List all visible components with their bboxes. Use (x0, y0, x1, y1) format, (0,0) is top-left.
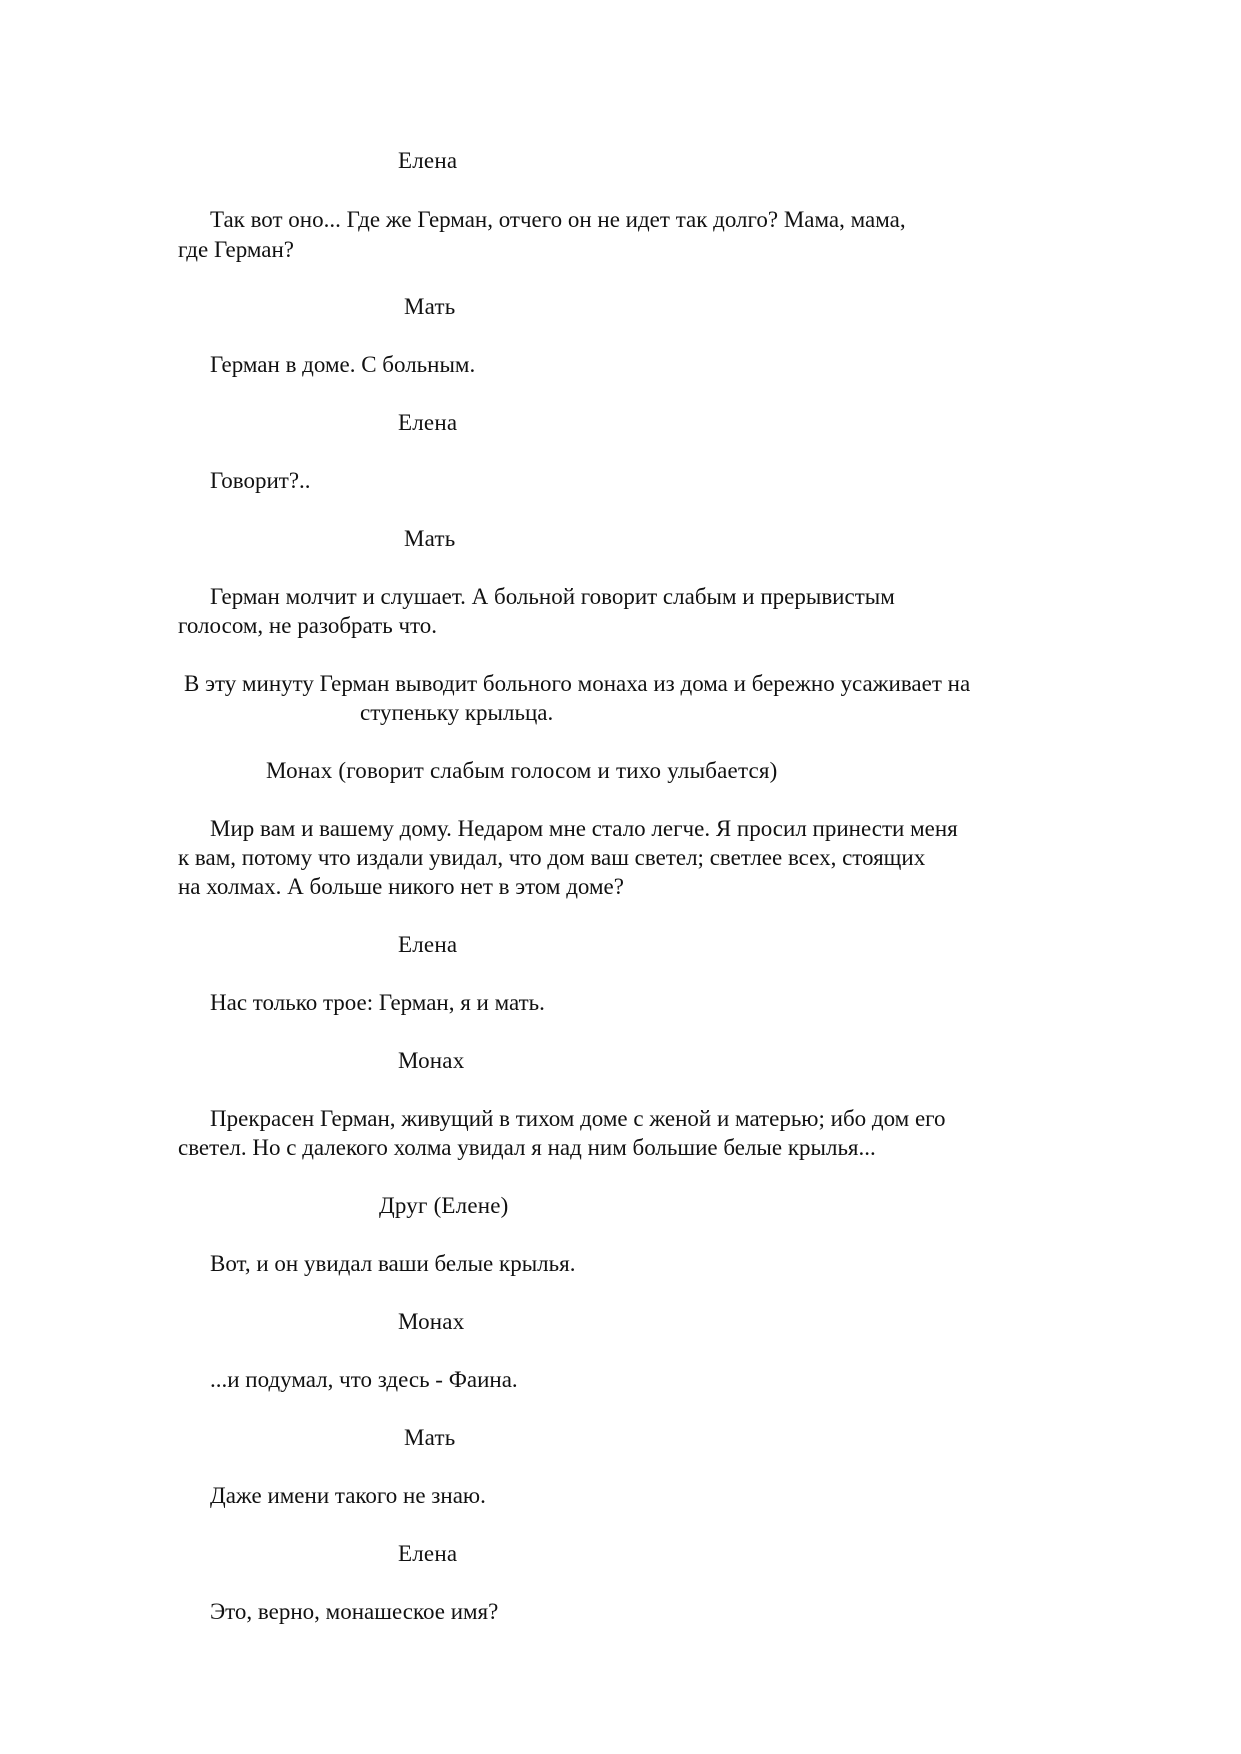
stage-direction-line: В эту минуту Герман выводит больного монаха из дома и бережно усаживает на (184, 671, 971, 696)
speech-line: Говорит?.. (210, 468, 311, 493)
stage-direction-line: ступеньку крыльца. (360, 700, 554, 725)
speaker-name: Мать (404, 1425, 456, 1450)
speech-line: Герман в доме. С больным. (210, 352, 476, 377)
speech-line: Так вот оно... Где же Герман, отчего он не идет так долго? Мама, мама, (210, 207, 906, 232)
speech-line: ...и подумал, что здесь - Фаина. (210, 1367, 518, 1392)
speech-line: Прекрасен Герман, живущий в тихом доме с женой и матерью; ибо дом его (210, 1106, 946, 1131)
speech-line: Мир вам и вашему дому. Недаром мне стало легче. Я просил принести меня (210, 816, 958, 841)
speech-line: голосом, не разобрать что. (178, 613, 438, 638)
speaker-name: Монах (говорит слабым голосом и тихо улыбается) (266, 758, 778, 783)
speaker-name: Елена (398, 148, 458, 173)
speaker-name: Мать (404, 526, 456, 551)
speaker-name: Мать (404, 294, 456, 319)
speaker-name: Монах (398, 1309, 465, 1334)
speaker-name: Елена (398, 932, 458, 957)
speaker-name: Друг (Елене) (379, 1193, 509, 1218)
speech-line: Вот, и он увидал ваши белые крылья. (210, 1251, 576, 1276)
speech-line: где Герман? (178, 237, 294, 262)
speech-line: к вам, потому что издали увидал, что дом ваш светел; светлее всех, стоящих (178, 845, 926, 870)
speaker-name: Елена (398, 1541, 458, 1566)
speech-line: на холмах. А больше никого нет в этом доме? (178, 874, 624, 899)
speech-line: светел. Но с далекого холма увидал я над ним большие белые крылья... (178, 1135, 876, 1160)
speech-line: Это, верно, монашеское имя? (210, 1599, 499, 1624)
speech-line: Герман молчит и слушает. А больной говорит слабым и прерывистым (210, 584, 895, 609)
speech-line: Нас только трое: Герман, я и мать. (210, 990, 545, 1015)
speech-line: Даже имени такого не знаю. (210, 1483, 486, 1508)
speaker-name: Елена (398, 410, 458, 435)
speaker-name: Монах (398, 1048, 465, 1073)
